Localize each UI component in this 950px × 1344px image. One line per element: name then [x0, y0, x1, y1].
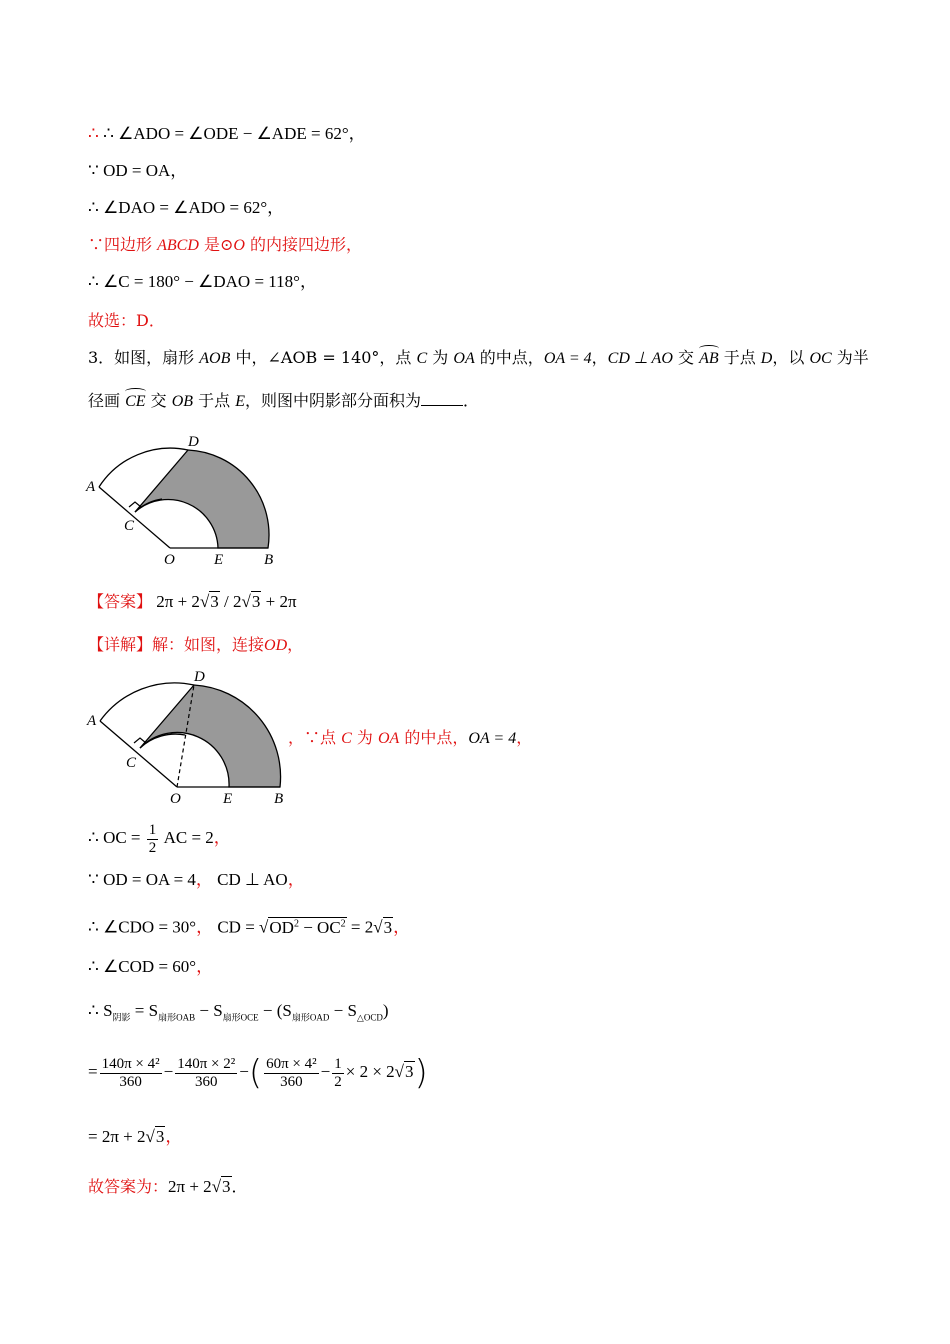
subscript: 扇形OAD: [291, 1012, 330, 1023]
q-text: ，则图中阴影部分面积为: [245, 391, 422, 410]
q-text: 交: [672, 348, 700, 367]
subscript: 扇形OCE: [222, 1012, 259, 1023]
solution-line-1: [88, 124, 366, 144]
step-text: ∴ ∠COD = 60°: [88, 957, 197, 976]
text-abcd: ABCD: [157, 237, 199, 254]
solution-line-5: [88, 272, 317, 292]
subscript: 扇形OAB: [158, 1012, 196, 1023]
caption-text: 的中点，: [399, 728, 469, 747]
q-oa: OA: [453, 350, 475, 367]
solution-line-6: [88, 311, 165, 331]
q-d: D: [760, 350, 773, 367]
sqrt-value: 3: [383, 917, 393, 937]
step-text: = S: [130, 1001, 159, 1020]
answer-part: / 2: [219, 592, 242, 611]
denominator: 360: [280, 1073, 303, 1090]
step-text: ): [382, 1001, 389, 1020]
step-text: − (S: [258, 1001, 292, 1020]
arc-ab: AB: [699, 350, 719, 367]
label-d: D: [194, 669, 205, 685]
q-text: 于点: [718, 348, 761, 367]
label-b: B: [264, 552, 274, 568]
label-d: D: [188, 434, 199, 450]
label-a: A: [87, 713, 97, 729]
step-text: − OC: [298, 917, 341, 937]
q-text: ．: [463, 391, 480, 410]
q-text: 为: [427, 348, 454, 367]
fraction-half: [147, 822, 159, 857]
detail-text: 解：如图，连接: [152, 635, 265, 654]
answer-blank: [421, 405, 463, 406]
step-comma: ，: [287, 870, 305, 889]
choice-text: 故选：D．: [88, 311, 165, 330]
detail-od: OD: [264, 637, 288, 654]
step-text: − S: [195, 1001, 223, 1020]
step-cdo: ∴ ∠CDO = 30°， CD = $√OD^2 - OC^2 = 2√3$，: [88, 917, 411, 937]
step-comma: ，: [196, 957, 214, 976]
solution-line-2: [88, 161, 187, 181]
step-text: = 2π + 2: [88, 1127, 146, 1146]
q-aob: AOB: [199, 350, 231, 367]
text-quadrilateral: ∵四边形: [88, 235, 158, 254]
label-o: O: [164, 552, 175, 568]
right-angle-mark: [134, 738, 146, 743]
label-e: E: [223, 791, 233, 807]
step-area-numeric: = $\frac{\text{140π × 4²}}{360}$ − $\frac{\text{140π × 2²}}{360}$ −( $\frac{\text{60π × 4²}}{360}$ − $\frac{1}{2}$ × 2 × 2√3): [88, 1053, 428, 1094]
denominator: 360: [119, 1073, 142, 1090]
fraction-4: [332, 1056, 344, 1091]
fraction-3: [264, 1056, 319, 1091]
label-o: O: [170, 791, 181, 807]
equation-od-oa: ∵ OD = OA，: [88, 161, 188, 180]
q-text: 3．如图，扇形: [88, 348, 200, 367]
equation-adodeade: ∴ ∠ADO = ∠ODE − ∠ADE = 62°，: [103, 124, 366, 143]
detail-comma: ，: [287, 635, 304, 654]
final-answer: 故答案为：2π + 2√3．: [88, 1177, 248, 1196]
answer-part: + 2π: [261, 592, 297, 611]
step-comma: ，: [195, 870, 213, 889]
sqrt-value: 3: [222, 1177, 231, 1196]
step-text: OD: [269, 917, 294, 937]
question-3-line-2: [88, 391, 479, 412]
detail-tag: 【详解】: [88, 635, 153, 654]
subscript: 阴影: [112, 1012, 131, 1023]
denominator: 2: [334, 1073, 342, 1090]
caption-oa4: OA = 4: [468, 730, 517, 747]
final-value: 2π + 2: [168, 1177, 212, 1196]
q-text: 的中点，: [474, 348, 544, 367]
figure-2-caption: [288, 728, 532, 749]
label-e: E: [214, 552, 224, 568]
numerator: 1: [148, 821, 157, 838]
step-text: ∴ S: [88, 1001, 113, 1020]
q-c: C: [416, 350, 428, 367]
q-cd-perp: CD ⊥ AO: [607, 350, 673, 367]
numerator: 140π × 2²: [177, 1055, 236, 1072]
caption-text: ，∵点: [288, 728, 342, 747]
arc-ce: CE: [125, 393, 146, 410]
step-text: × 2 × 2: [345, 1062, 395, 1081]
q-text: ，以: [772, 348, 810, 367]
therefore-symbol: ∴: [88, 124, 104, 143]
q-text: ，: [591, 348, 608, 367]
q-text: 于点: [193, 391, 236, 410]
caption-text: ，: [516, 728, 533, 747]
label-b: B: [274, 791, 284, 807]
answer-part: 2π + 2: [156, 592, 200, 611]
question-3-line-1: [88, 348, 869, 369]
fraction-2: [175, 1056, 237, 1091]
sqrt-value: 3: [155, 1127, 165, 1146]
figure-sector-2: [80, 665, 300, 810]
step-oc: [88, 820, 231, 856]
answer-sqrt: 3: [251, 592, 261, 611]
step-comma: ，: [213, 828, 231, 847]
step-area-formula: [88, 1001, 389, 1027]
exponent: 2: [340, 918, 346, 929]
step-result: = 2π + 2√3，: [88, 1127, 183, 1146]
text-inscribed: 的内接四边形，: [244, 235, 363, 254]
answer-sqrt: 3: [210, 592, 219, 611]
numerator: 1: [334, 1055, 342, 1072]
right-angle-mark: [129, 502, 141, 507]
q-text: 为半: [831, 348, 869, 367]
text-o: O: [233, 237, 245, 254]
q-e: E: [235, 393, 246, 410]
step-text: = 2: [346, 917, 374, 937]
final-end: ．: [231, 1177, 248, 1196]
sqrt-value: 3: [405, 1062, 414, 1081]
step-od: [88, 870, 305, 890]
step-text: AC = 2: [160, 828, 214, 847]
step-text: CD ⊥ AO: [217, 870, 288, 889]
denominator: 360: [194, 1073, 218, 1090]
fraction-1: [100, 1056, 162, 1091]
shaded-region: [135, 450, 269, 548]
label-a: A: [86, 479, 96, 495]
step-comma: ，: [393, 917, 411, 937]
solution-line-4: [88, 235, 362, 256]
final-label: 故答案为：: [88, 1177, 169, 1196]
equation-angle-c: ∴ ∠C = 180° − ∠DAO = 118°，: [88, 272, 317, 291]
step-text: − S: [329, 1001, 357, 1020]
caption-text: 为: [351, 728, 378, 747]
step-text: CD =: [217, 917, 260, 937]
q-text: 径画: [88, 391, 126, 410]
label-c: C: [126, 755, 137, 771]
exponent: 2: [293, 918, 299, 929]
figure-sector-1: [80, 430, 300, 570]
q-angle: 中，∠AOB = 140°，点: [230, 348, 417, 367]
text-circle: 是⊙: [198, 235, 234, 254]
answer-line: 【答案】 2π + 2√3 / 2√3 + 2π: [88, 592, 297, 611]
q-oa4: OA = 4: [543, 350, 592, 367]
solution-line-3: [88, 198, 284, 218]
step-cod: [88, 957, 213, 977]
equation-dao: ∴ ∠DAO = ∠ADO = 62°，: [88, 198, 285, 217]
q-text: 交: [145, 391, 172, 410]
caption-c: C: [341, 730, 352, 747]
denominator: 2: [148, 839, 157, 856]
q-oc: OC: [809, 350, 832, 367]
step-comma: ，: [165, 1127, 183, 1146]
step-text: ∴ ∠CDO = 30°: [88, 917, 197, 937]
step-text: ∴ OC =: [88, 828, 145, 847]
answer-tag: 【答案】: [88, 592, 153, 611]
step-comma: ，: [196, 917, 214, 937]
subscript: △OCD: [356, 1012, 383, 1023]
label-c: C: [124, 518, 135, 534]
detail-line: [88, 635, 303, 656]
q-ob: OB: [171, 393, 194, 410]
step-text: ∵ OD = OA = 4: [88, 870, 196, 889]
numerator: 60π × 4²: [266, 1055, 317, 1072]
numerator: 140π × 4²: [101, 1055, 160, 1072]
caption-oa: OA: [377, 730, 400, 747]
